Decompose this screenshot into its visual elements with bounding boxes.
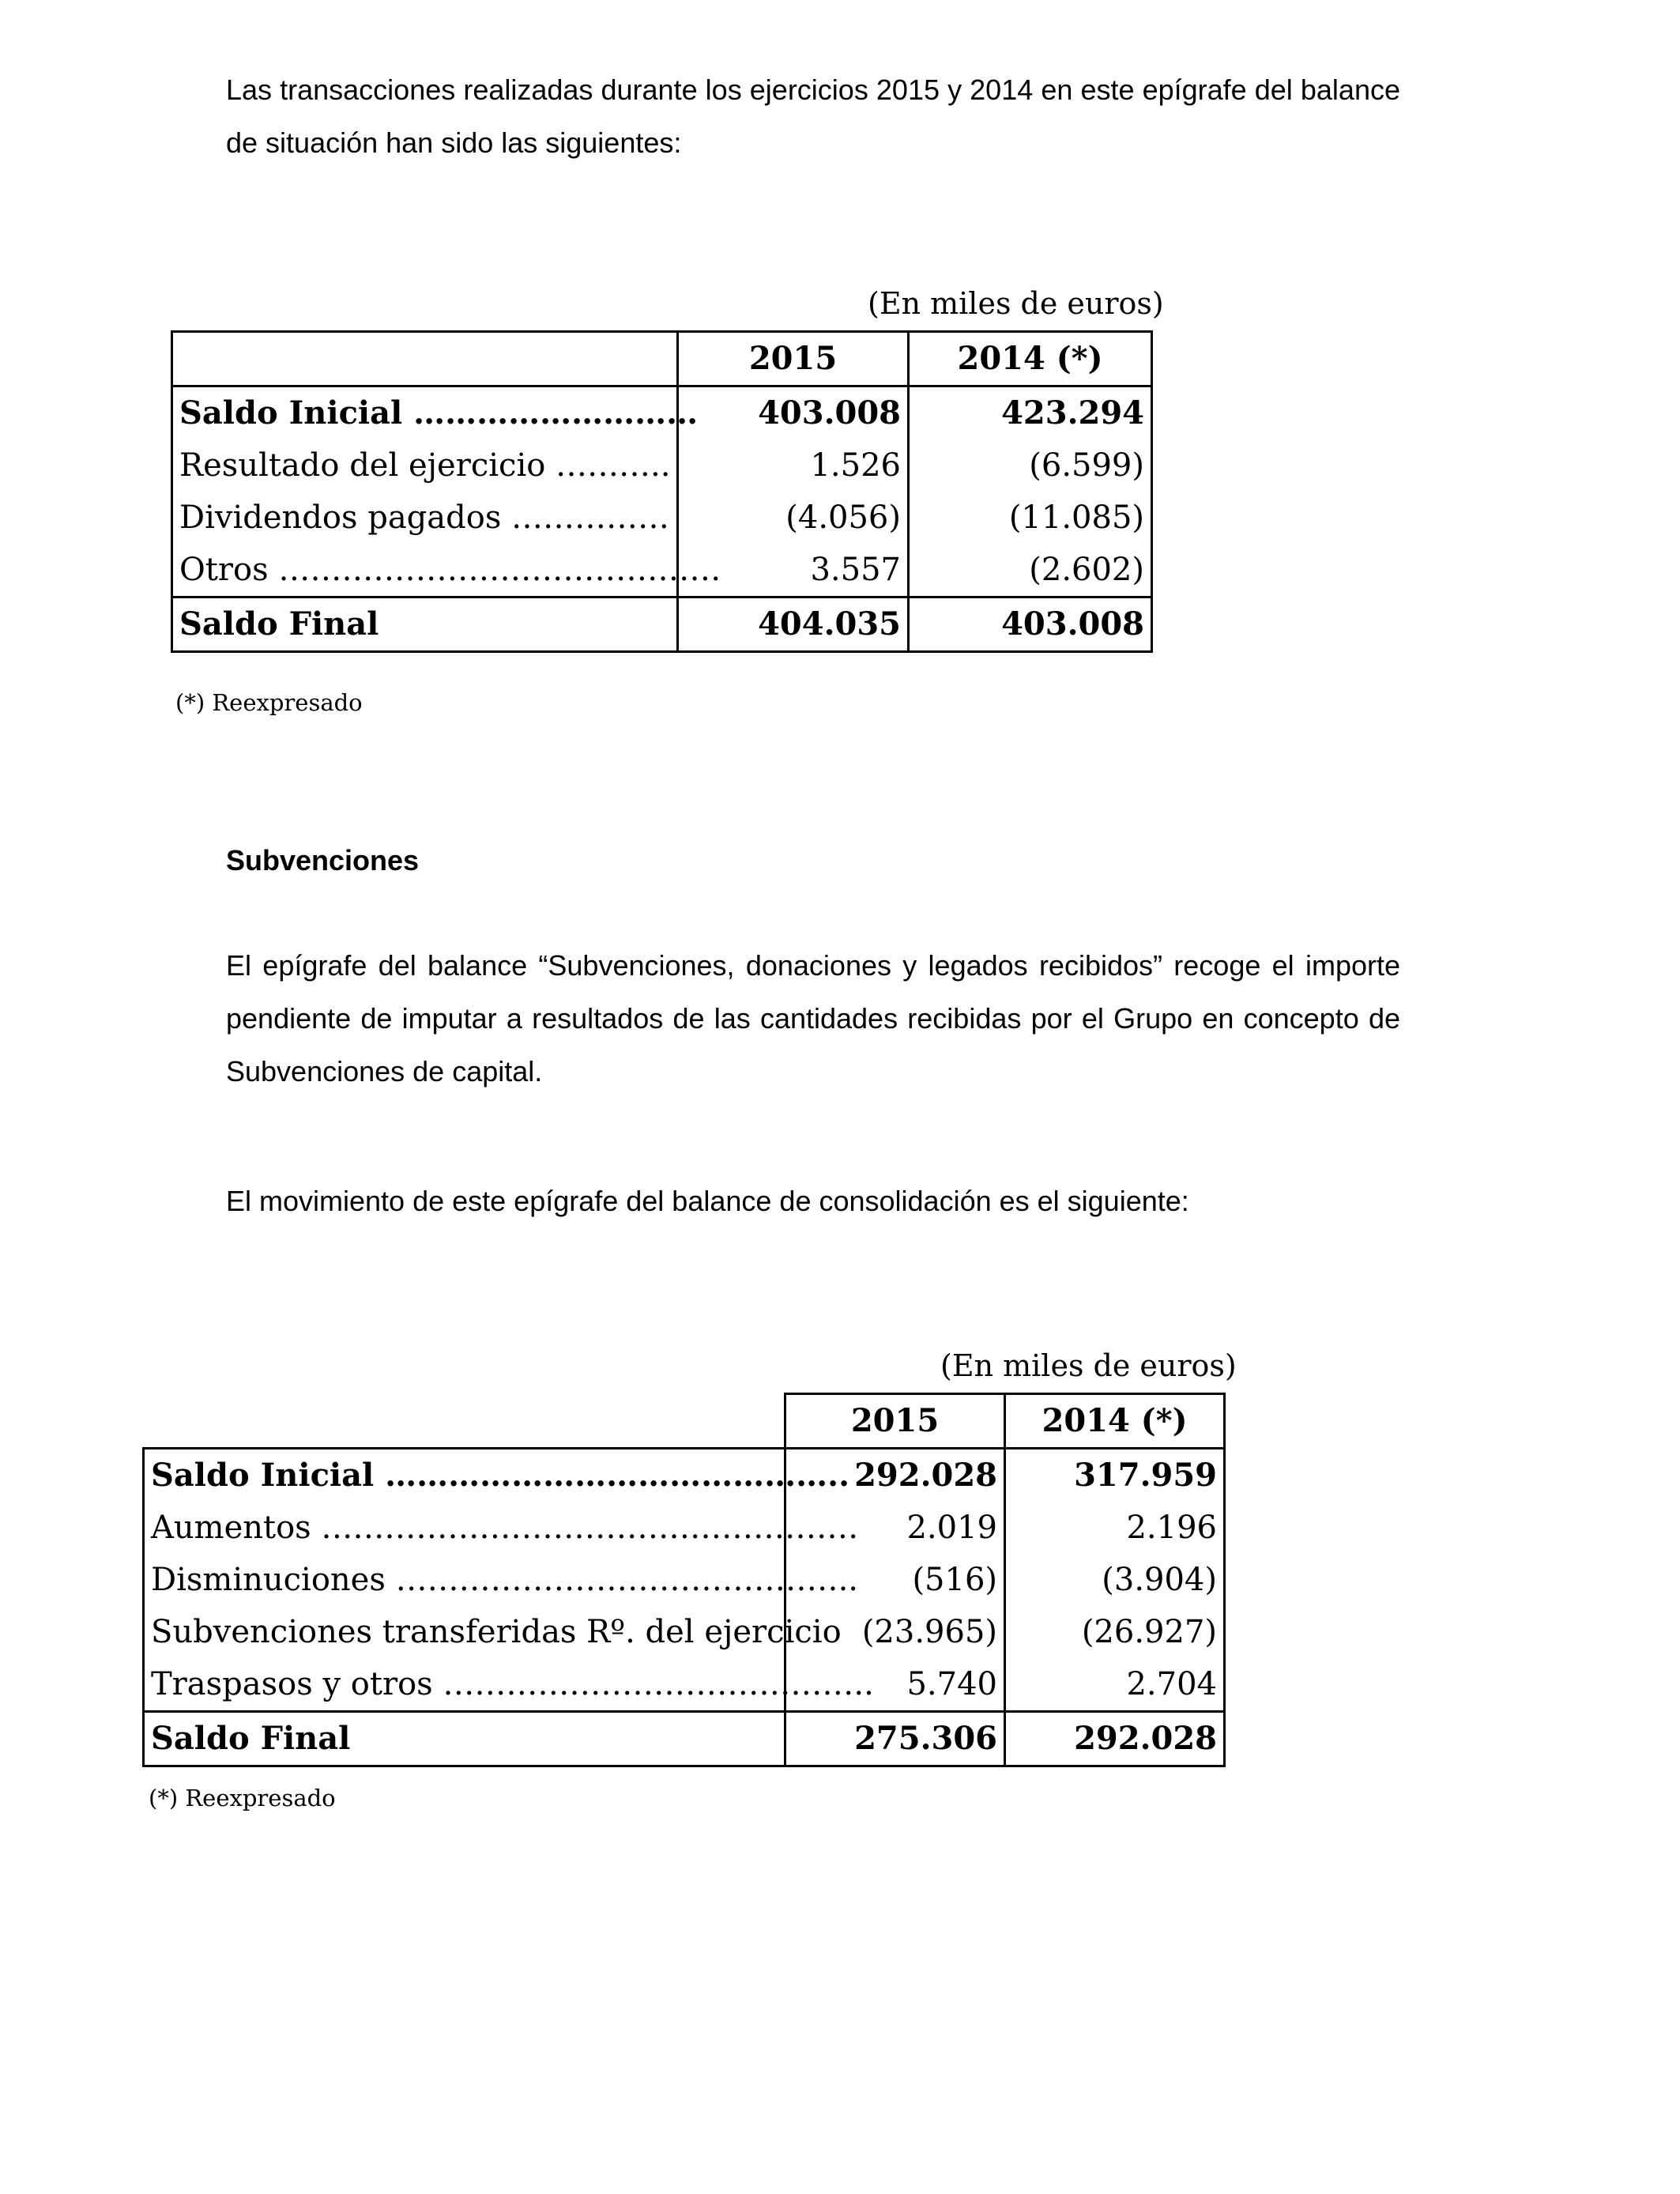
table1-cell-2014: 403.008 — [909, 598, 1152, 652]
table2-row-label: Traspasos y otros ………………………………….. — [144, 1658, 785, 1712]
table2-row-label: Aumentos …………………………………………… — [144, 1502, 785, 1554]
table2-header-2015: 2015 — [785, 1394, 1005, 1449]
table1-header-empty — [172, 332, 678, 386]
table2-row-subvenciones-transferidas — [144, 1606, 1225, 1658]
table2-cell-2015: 5.740 — [785, 1658, 1005, 1712]
table2-header-2014: 2014 (*) — [1005, 1394, 1225, 1449]
table1-cell-2015: 403.008 — [678, 386, 909, 440]
table2-row-label: Saldo Final — [144, 1712, 785, 1766]
table1-row-label: Otros …………………………………… — [172, 544, 678, 598]
table2-row-disminuciones — [144, 1554, 1225, 1606]
table2-unit-note: (En miles de euros) — [940, 1348, 1237, 1383]
table2-cell-2015: 292.028 — [785, 1449, 1005, 1502]
table1-header-2015: 2015 — [678, 332, 909, 386]
table2-header-row — [144, 1394, 1225, 1449]
table1-cell-2014: (2.602) — [909, 544, 1152, 598]
table2-footnote: (*) Reexpresado — [149, 1785, 336, 1811]
table2-row-saldo-inicial — [144, 1449, 1225, 1502]
table2-header-empty — [144, 1394, 785, 1449]
table2-row-traspasos — [144, 1658, 1225, 1712]
table2-row-saldo-final — [144, 1712, 1225, 1766]
table1-unit-note: (En miles de euros) — [868, 286, 1164, 321]
table2-cell-2014: 292.028 — [1005, 1712, 1225, 1766]
table1-cell-2015: 1.526 — [678, 439, 909, 492]
table1-header-2014: 2014 (*) — [909, 332, 1152, 386]
table1-row-saldo-final — [172, 598, 1152, 652]
table1-footnote: (*) Reexpresado — [175, 689, 363, 716]
table2-row-label: Disminuciones …………………………………….. — [144, 1554, 785, 1606]
table1-row-label: Saldo Final — [172, 598, 678, 652]
intro-paragraph: Las transacciones realizadas durante los ejercicios 2015 y 2014 en este epígrafe del balance de situación han sido las siguientes: — [226, 74, 1400, 159]
table1-row-otros — [172, 544, 1152, 598]
table1-cell-2014: (6.599) — [909, 439, 1152, 492]
table2-cell-2014: 2.196 — [1005, 1502, 1225, 1554]
subvenciones-heading: Subvenciones — [226, 844, 420, 876]
table1-cell-2014: 423.294 — [909, 386, 1152, 440]
table1-row-resultado — [172, 439, 1152, 492]
table2-cell-2014: 2.704 — [1005, 1658, 1225, 1712]
table2-row-label: Saldo Inicial …………………………………….. — [144, 1449, 785, 1502]
table1-row-label: Dividendos pagados …………… — [172, 492, 678, 544]
table2-cell-2015: (23.965) — [785, 1606, 1005, 1658]
table1-cell-2015: 3.557 — [678, 544, 909, 598]
table2-cell-2014: 317.959 — [1005, 1449, 1225, 1502]
table2-cell-2015: 275.306 — [785, 1712, 1005, 1766]
table2-row-aumentos — [144, 1502, 1225, 1554]
table1-row-label: Resultado del ejercicio ……….. — [172, 439, 678, 492]
table1-cell-2015: (4.056) — [678, 492, 909, 544]
table1-cell-2014: (11.085) — [909, 492, 1152, 544]
table1-cell-2015: 404.035 — [678, 598, 909, 652]
table1-row-label: Saldo Inicial ……………………… — [172, 386, 678, 440]
table2-cell-2014: (26.927) — [1005, 1606, 1225, 1658]
table1-row-saldo-inicial — [172, 386, 1152, 440]
table2-subvenciones-movement — [142, 1393, 1226, 1767]
table1-header-row — [172, 332, 1152, 386]
table2-cell-2015: 2.019 — [785, 1502, 1005, 1554]
table2-cell-2015: (516) — [785, 1554, 1005, 1606]
table1-balance-movement — [171, 330, 1153, 653]
table2-cell-2014: (3.904) — [1005, 1554, 1225, 1606]
table2-row-label: Subvenciones transferidas Rº. del ejercicio — [144, 1606, 785, 1658]
subvenciones-paragraph: El epígrafe del balance “Subvenciones, donaciones y legados recibidos” recoge el importe pendiente de imputar a resultados de las cantidades recibidas por el Grupo en concepto de Subvenciones de capital. — [226, 949, 1400, 1088]
table1-row-dividendos — [172, 492, 1152, 544]
movimiento-paragraph: El movimiento de este epígrafe del balance de consolidación es el siguiente: — [226, 1185, 1189, 1217]
